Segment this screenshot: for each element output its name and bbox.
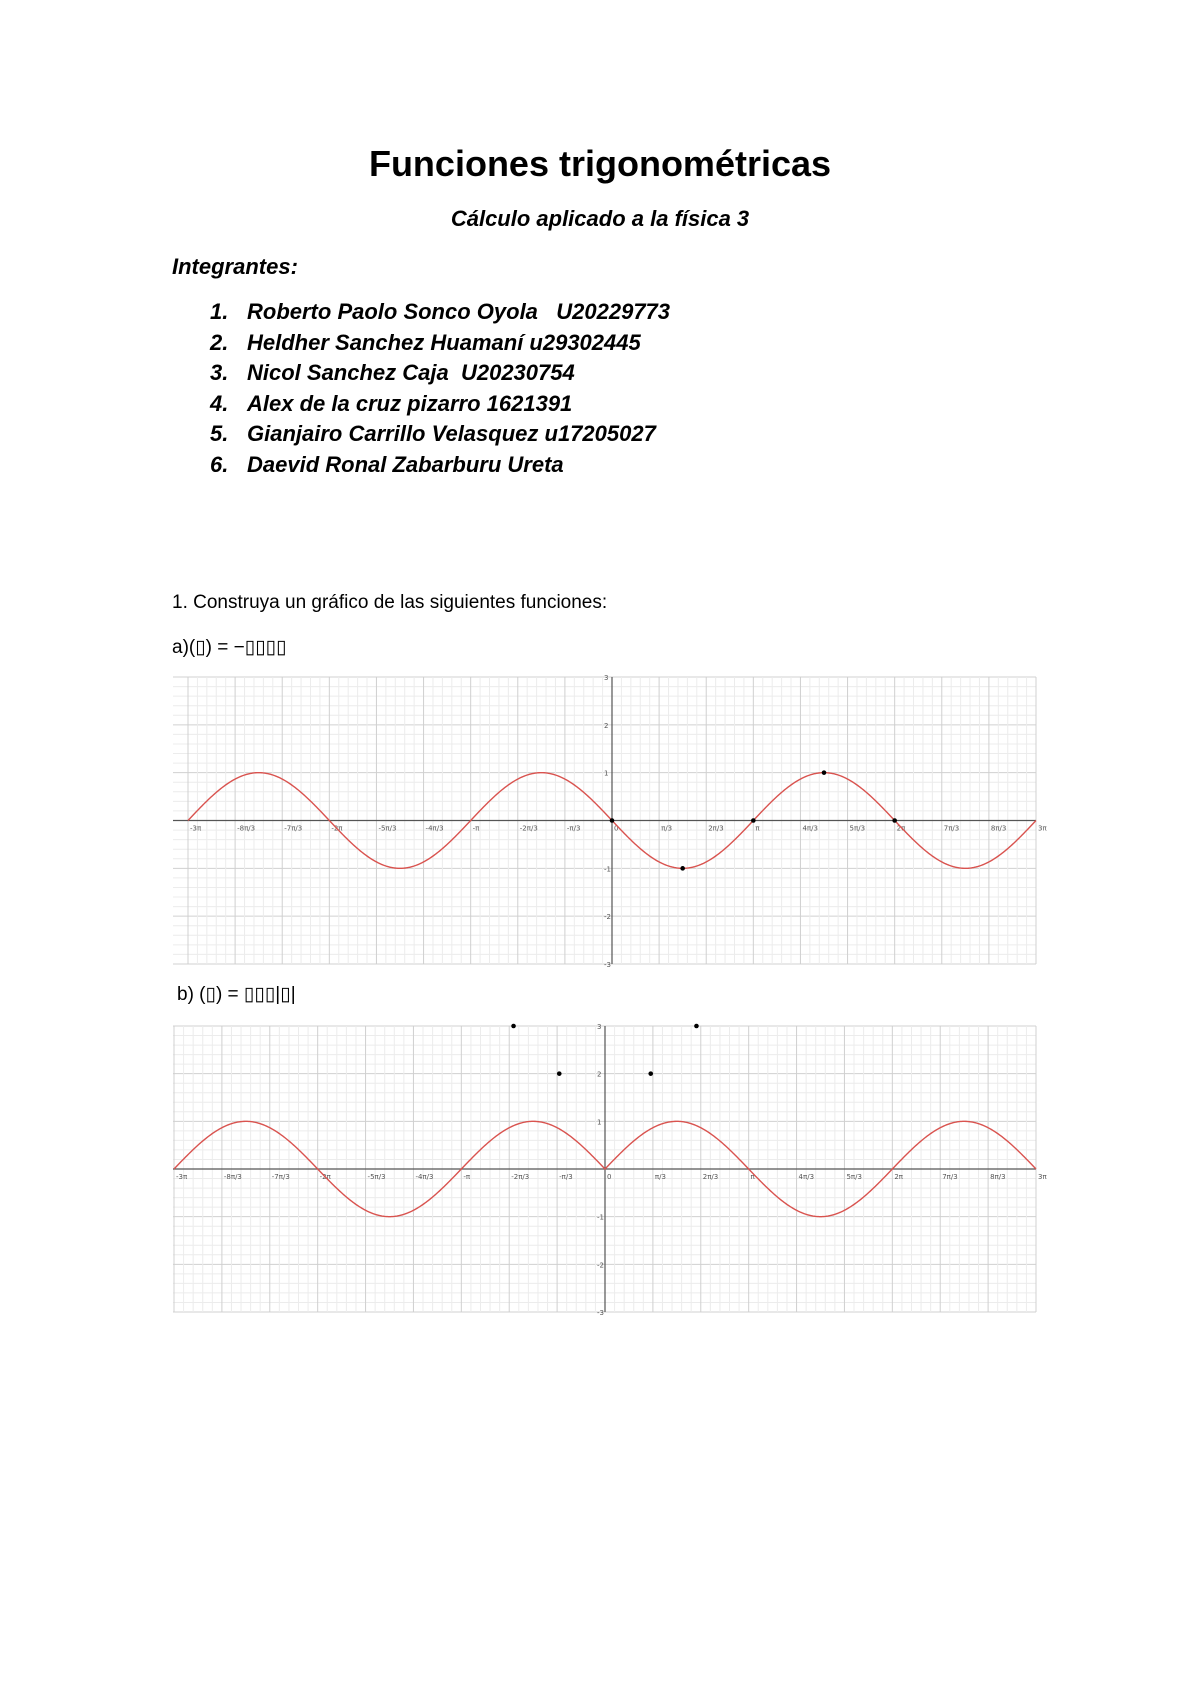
data-point xyxy=(557,1071,562,1076)
data-point xyxy=(892,818,897,823)
x-tick-label: -8π/3 xyxy=(223,1173,242,1181)
x-tick-label: 2π xyxy=(894,1173,904,1181)
x-tick-label: -2π/3 xyxy=(511,1173,530,1181)
data-point xyxy=(694,1024,699,1029)
list-number: 1. xyxy=(210,299,229,324)
member-name: Daevid Ronal Zabarburu Ureta xyxy=(247,451,564,477)
members-list xyxy=(210,297,670,480)
list-number: 5. xyxy=(210,421,229,446)
x-tick-label: -8π/3 xyxy=(237,824,256,833)
x-tick-label: 8π/3 xyxy=(990,824,1007,833)
x-tick-label: 5π/3 xyxy=(846,1173,862,1181)
y-tick-label: 2 xyxy=(597,1070,602,1079)
x-tick-label: 8π/3 xyxy=(990,1173,1006,1181)
y-tick-label: -3 xyxy=(604,961,611,969)
member-name: Gianjairo Carrillo Velasquez u17205027 xyxy=(247,421,656,446)
x-tick-label: -π xyxy=(463,1173,471,1181)
y-tick-label: 1 xyxy=(604,769,609,778)
x-tick-label: 0 xyxy=(607,1173,612,1181)
x-tick-label: -3π xyxy=(190,824,202,833)
member-name: Roberto Paolo Sonco Oyola U20229773 xyxy=(247,299,671,324)
question-text: 1. Construya un gráfico de las siguientes funciones: xyxy=(172,592,608,613)
x-tick-label: 3π xyxy=(1038,824,1047,833)
x-tick-label: 7π/3 xyxy=(943,824,960,833)
data-point xyxy=(511,1024,516,1029)
x-tick-label: -7π/3 xyxy=(284,824,303,833)
x-tick-label: 7π/3 xyxy=(942,1173,958,1181)
x-tick-label: -4π/3 xyxy=(425,824,444,833)
data-point xyxy=(680,866,685,871)
x-tick-label: -5π/3 xyxy=(378,824,397,833)
x-tick-label: π xyxy=(755,824,760,833)
x-tick-label: 5π/3 xyxy=(849,824,866,833)
function-b-label: b) (▯) = ▯▯▯|▯| xyxy=(177,984,296,1005)
member-name: Heldher Sanchez Huamaní u29302445 xyxy=(247,329,641,355)
y-tick-label: 2 xyxy=(604,721,609,730)
function-a-label: a)(▯) = −▯▯▯▯ xyxy=(172,637,287,658)
x-tick-label: π/3 xyxy=(654,1173,666,1181)
x-tick-label: -7π/3 xyxy=(271,1173,290,1181)
member-name: Alex de la cruz pizarro 1621391 xyxy=(247,390,573,416)
x-tick-label: -3π xyxy=(176,1173,188,1181)
list-number: 4. xyxy=(210,390,229,416)
list-item xyxy=(210,297,670,328)
members-heading: Integrantes: xyxy=(172,254,298,279)
data-point xyxy=(648,1071,653,1076)
x-tick-label: 0 xyxy=(614,824,619,833)
y-tick-label: 3 xyxy=(597,1023,602,1031)
list-item xyxy=(210,450,670,481)
y-tick-label: -3 xyxy=(597,1309,604,1317)
y-tick-label: -1 xyxy=(604,865,611,874)
x-tick-label: -π/3 xyxy=(559,1173,573,1181)
y-tick-label: 1 xyxy=(597,1118,602,1127)
x-tick-label: -2π xyxy=(331,824,343,833)
list-item xyxy=(210,328,670,359)
x-tick-label: 4π/3 xyxy=(802,824,818,833)
list-number: 6. xyxy=(210,451,229,477)
x-tick-label: 3π xyxy=(1038,1173,1047,1181)
x-tick-label: 2π/3 xyxy=(702,1173,719,1181)
x-tick-label: 4π/3 xyxy=(798,1173,815,1181)
chart-function-a xyxy=(172,674,1047,969)
x-tick-label: 2π/3 xyxy=(708,824,724,833)
x-tick-label: -2π/3 xyxy=(519,824,538,833)
x-tick-label: π xyxy=(750,1173,755,1181)
data-point xyxy=(822,770,827,775)
y-tick-label: -2 xyxy=(597,1261,604,1270)
list-number: 3. xyxy=(210,360,229,385)
list-item xyxy=(210,389,670,420)
member-name: Nicol Sanchez Caja U20230754 xyxy=(247,360,575,385)
page-title: Funciones trigonométricas xyxy=(368,143,832,184)
data-point xyxy=(610,818,615,823)
data-point xyxy=(751,818,756,823)
x-tick-label: π/3 xyxy=(661,824,673,833)
y-tick-label: -1 xyxy=(597,1213,604,1222)
list-item xyxy=(210,419,670,450)
x-tick-label: 2π xyxy=(896,824,906,833)
x-tick-label: -2π xyxy=(319,1173,331,1181)
x-tick-label: -π xyxy=(472,824,480,833)
chart-function-b xyxy=(172,1023,1047,1317)
list-number: 2. xyxy=(210,329,229,355)
x-tick-label: -4π/3 xyxy=(415,1173,434,1181)
page-subtitle: Cálculo aplicado a la física 3 xyxy=(450,206,750,231)
x-tick-label: -π/3 xyxy=(566,824,581,833)
y-tick-label: -2 xyxy=(604,913,611,922)
x-tick-label: -5π/3 xyxy=(367,1173,386,1181)
list-item xyxy=(210,358,670,389)
y-tick-label: 3 xyxy=(604,674,609,682)
